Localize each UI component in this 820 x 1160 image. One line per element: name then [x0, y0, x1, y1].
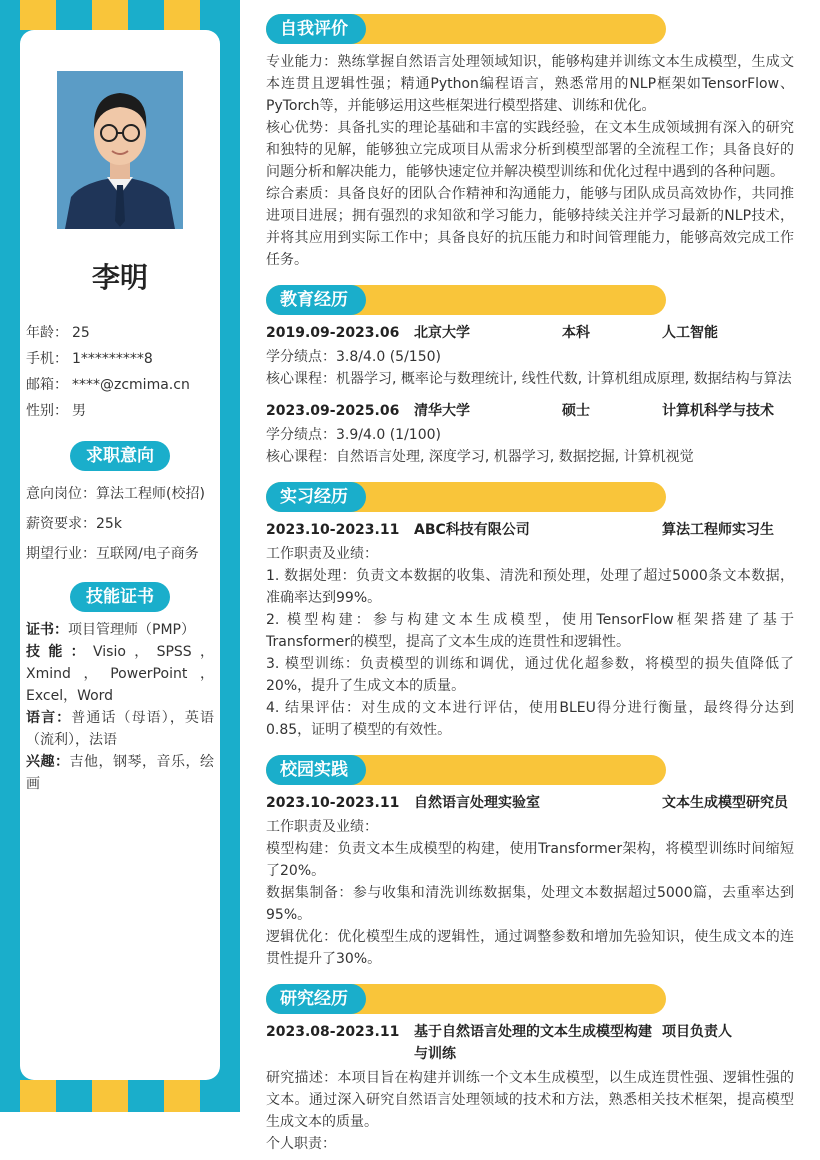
campus-duty-3: 逻辑优化：优化模型生成的逻辑性，通过调整参数和增加先验知识，使生成文本的连贯性提升了30%。: [266, 929, 794, 967]
education-courses-1: 核心课程：机器学习, 概率论与数理统计, 线性代数, 计算机组成原理, 数据结构与算法: [266, 371, 792, 387]
info-gender: 性别： 男: [26, 403, 86, 419]
research-description: 研究描述：本项目旨在构建并训练一个文本生成模型，以生成连贯性强、逻辑性强的文本。通过深入研究自然语言处理领域的技术和方法，熟悉相关技术框架，提高模型生成文本的质量。: [266, 1070, 794, 1130]
skill-languages: 语言：普通话（母语），英语（流利），法语: [26, 710, 214, 748]
campus-duty-1: 模型构建：负责文本生成模型的构建，使用Transformer架构，将模型训练时间缩短了20%。: [266, 841, 794, 879]
internship-duty-4: 4. 结果评估：对生成的文本进行评估，使用BLEU得分进行衡量，最终得分达到0.85，证明了模型的有效性。: [266, 700, 794, 738]
intent-position: 意向岗位：算法工程师(校招): [26, 486, 205, 502]
profile-card: [20, 30, 220, 1080]
internship-duties-label: 工作职责及业绩：: [266, 546, 378, 562]
campus-duties-label: 工作职责及业绩：: [266, 819, 378, 835]
self-eval-heading: 自我评价: [266, 14, 666, 44]
internship-heading: 实习经历: [266, 482, 666, 512]
research-entry: 2023.08-2023.11 基于自然语言处理的文本生成模型构建与训练 项目负责人: [266, 1024, 732, 1062]
campus-heading: 校园实践: [266, 755, 666, 785]
research-heading: 研究经历: [266, 984, 666, 1014]
internship-duty-1: 1. 数据处理：负责文本数据的收集、清洗和预处理，处理了超过5000条文本数据，准确率达到99%。: [266, 568, 794, 606]
internship-duty-3: 3. 模型训练：负责模型的训练和调优，通过优化超参数，将模型的损失值降低了20%，提升了生成文本的质量。: [266, 656, 794, 694]
campus-duty-2: 数据集制备：参与收集和清洗训练数据集，处理文本数据超过5000篇，去重率达到95%。: [266, 885, 794, 923]
skill-interests: 兴趣：吉他，钢琴，音乐，绘画: [26, 754, 214, 792]
education-gpa-1: 学分绩点：3.8/4.0 (5/150): [266, 349, 441, 365]
education-courses-2: 核心课程：自然语言处理, 深度学习, 机器学习, 数据挖掘, 计算机视觉: [266, 449, 694, 465]
education-gpa-2: 学分绩点：3.9/4.0 (1/100): [266, 427, 441, 443]
skills-heading: 技能证书: [70, 582, 170, 612]
intent-industry: 期望行业：互联网/电子商务: [26, 546, 199, 562]
info-email: 邮箱： ****@zcmima.cn: [26, 377, 190, 393]
decor-stripe: [92, 0, 128, 30]
self-eval-advantage: 核心优势：具备扎实的理论基础和丰富的实践经验，在文本生成领域拥有深入的研究和独特的见解，能够独立完成项目从需求分析到模型部署的全流程工作；具备良好的问题分析和解决能力，能够快速定位并解决模型训练和优化过程中遇到的各种问题。: [266, 120, 794, 180]
decor-stripe: [164, 0, 200, 30]
education-heading: 教育经历: [266, 285, 666, 315]
decor-stripe: [92, 1080, 128, 1112]
candidate-name: 李明: [91, 261, 148, 294]
skill-certificate: 证书：项目管理师（PMP）: [26, 622, 195, 638]
self-eval-professional: 专业能力：熟练掌握自然语言处理领域知识，能够构建并训练文本生成模型，生成文本连贯且逻辑性强；精通Python编程语言，熟悉常用的NLP框架如TensorFlow、PyTorch等，并能够运用这些框架进行模型搭建、训练和优化。: [266, 54, 794, 114]
skill-tools: 技能：Visio，SPSS，Xmind，PowerPoint，Excel，Word: [26, 644, 215, 704]
info-phone: 手机： 1*********8: [26, 351, 153, 367]
internship-duty-2: 2. 模型构建：参与构建文本生成模型，使用TensorFlow框架搭建了基于Transformer的模型，提高了文本生成的连贯性和逻辑性。: [266, 612, 794, 650]
decor-stripe: [20, 0, 56, 30]
decor-stripe: [164, 1080, 200, 1112]
research-duty-label: 个人职责：: [266, 1136, 336, 1152]
decor-stripe: [20, 1080, 56, 1112]
info-age: 年龄： 25: [26, 325, 90, 341]
avatar: [57, 71, 183, 229]
intent-heading: 求职意向: [70, 441, 170, 471]
intent-salary: 薪资要求：25k: [26, 516, 122, 532]
self-eval-quality: 综合素质：具备良好的团队合作精神和沟通能力，能够与团队成员高效协作，共同推进项目进展；拥有强烈的求知欲和学习能力，能够持续关注并学习最新的NLP技术，并将其应用到实际工作中；具备良好的抗压能力和时间管理能力，能够高效完成工作任务。: [266, 186, 794, 268]
